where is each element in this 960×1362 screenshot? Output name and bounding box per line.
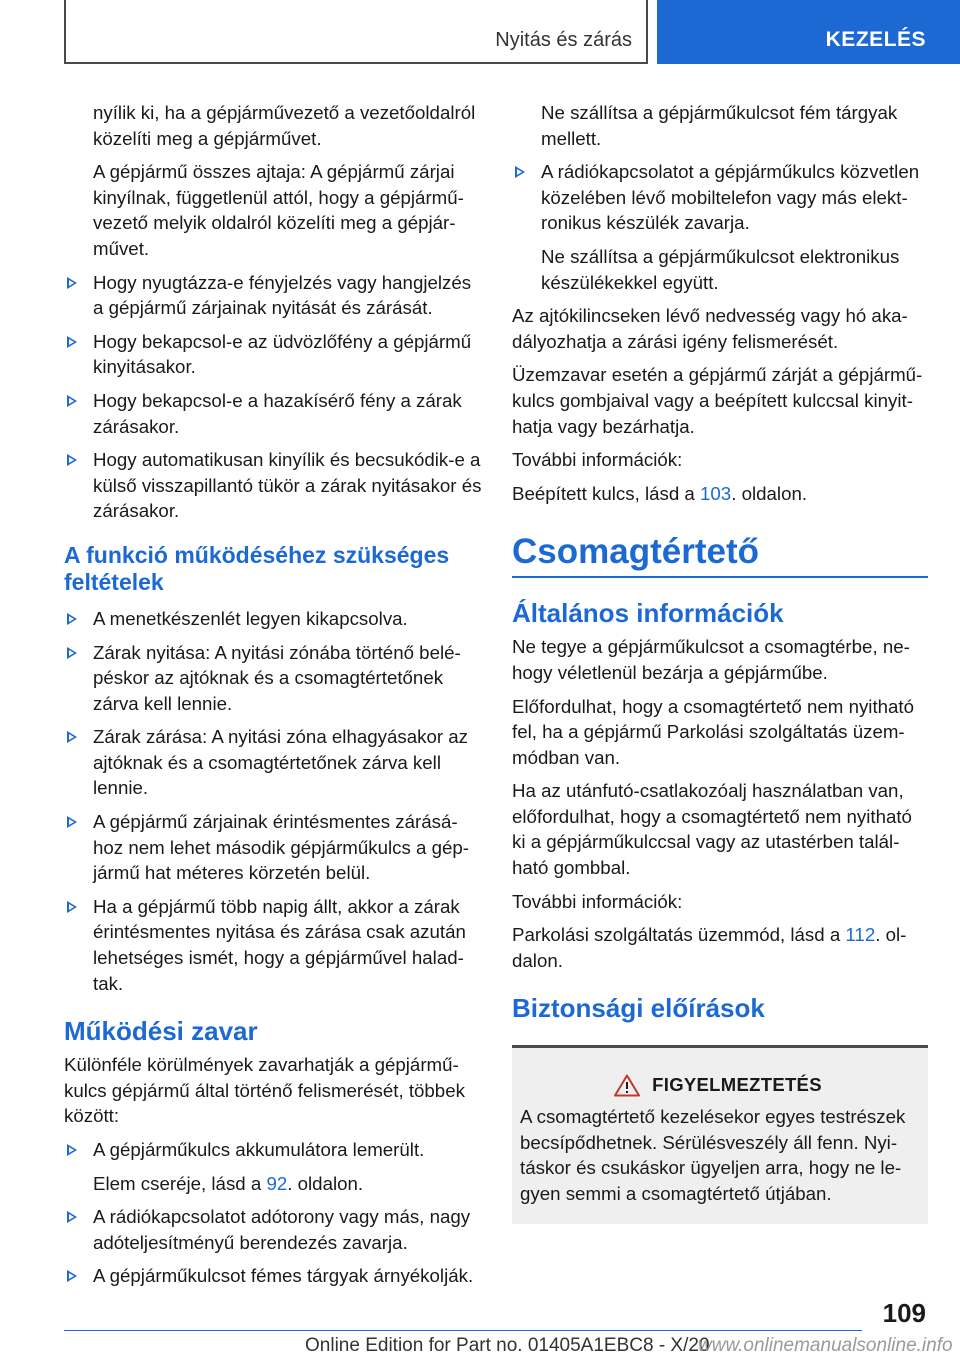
paragraph: A gépjármű összes ajtaja: A gépjármű zárjai kinyílnak, függetlenül attól, hogy a gépjármű-vezető melyik oldalról közelíti meg a gépjár-művet. [93, 161, 464, 259]
bullet-triangle-icon [67, 731, 77, 743]
bullet-triangle-icon [67, 395, 77, 407]
heading-safety: Biztonsági előírások [512, 993, 765, 1024]
chapter-tab[interactable] [657, 0, 960, 64]
paragraph: nyílik ki, ha a gépjárművezető a vezetőoldalról közelíti meg a gépjárművet. [93, 102, 476, 149]
bullet-triangle-icon [67, 1270, 77, 1282]
warning-title: FIGYELMEZTETÉS [652, 1074, 822, 1096]
bullet-triangle-icon [67, 816, 77, 828]
paragraph: Ha az utánfutó-csatlakozóalj használatban van, előfordulhat, hogy a csomagtértető nem nyitható ki a gépjárműkulccsal vagy az utastérben talál-ható gombbal. [512, 780, 912, 879]
heading-conditions: A funkció működéséhez szükséges feltételek [64, 541, 450, 595]
paragraph: Előfordulhat, hogy a csomagtértető nem nyitható fel, ha a gépjármű Parkolási szolgáltatás üzem-módban van. [512, 695, 915, 768]
heading-malfunction: Működési zavar [64, 1016, 258, 1047]
bullet-triangle-icon [67, 277, 77, 289]
paragraph: További információk: [512, 890, 683, 912]
list-item: A rádiókapcsolatot adótorony vagy más, nagy adóteljesítményű berendezés zavarja. [64, 1204, 484, 1255]
list-item: Hogy bekapcsol-e a hazakísérő fény a zárak zárásakor. [64, 388, 484, 439]
left-column [64, 100, 484, 1297]
list-item: Zárak zárása: A nyitási zóna elhagyásakor az ajtóknak és a csomagtértetőnek zárva kell lennie. [64, 724, 484, 801]
cross-reference: Parkolási szolgáltatás üzemmód, lásd a 112. ol-dalon. [512, 924, 907, 971]
warning-header [520, 1072, 916, 1098]
list-item: Ha a gépjármű több napig állt, akkor a zárak érintésmentes nyitása és zárása csak azután lehetséges ismét, hogy a gépjárművel halad-tak. [64, 894, 484, 996]
warning-text: A csomagtértető kezelésekor egyes testrészek becsípődhetnek. Sérülésveszély áll fenn. Nyi-táskor és csukáskor ügyeljen arra, hogy ne le-gyen semmi a csomagtértető útjában. [520, 1106, 906, 1204]
heading-trunk-lid: Csomagtértető [512, 532, 928, 578]
cross-reference: Beépített kulcs, lásd a 103. oldalon. [512, 482, 808, 504]
cross-reference: Elem cseréje, lásd a 92. oldalon. [93, 1172, 364, 1194]
header-frame [64, 0, 648, 64]
right-column [512, 100, 928, 1224]
bullet-triangle-icon [67, 454, 77, 466]
page-number: 109 [882, 1298, 926, 1328]
warning-box [512, 1045, 928, 1224]
warning-triangle-icon [614, 1074, 640, 1097]
bullet-triangle-icon [67, 901, 77, 913]
paragraph: Ne szállítsa a gépjárműkulcsot elektronikus készülékekkel együtt. [541, 245, 900, 293]
paragraph: Üzemzavar esetén a gépjármű zárját a gépjármű-kulcs gombjaival vagy a beépített kulccsal kinyit-hatja vagy bezárhatja. [512, 364, 923, 437]
bullet-triangle-icon [67, 1211, 77, 1223]
bullet-triangle-icon [67, 1144, 77, 1156]
heading-general-info: Általános információk [512, 598, 784, 629]
list-item: Hogy nyugtázza-e fényjelzés vagy hangjelzés a gépjármű zárjainak nyitását és zárását. [64, 270, 484, 321]
bullet-triangle-icon [515, 166, 525, 178]
list-item: A gépjárműkulcs akkumulátora lemerült. [64, 1137, 484, 1163]
list-item: A menetkészenlét legyen kikapcsolva. [64, 606, 484, 632]
edition-text: Online Edition for Part no. 01405A1EBC8 - X/20 [305, 1335, 710, 1356]
list-item: A gépjármű zárjainak érintésmentes zárásá-hoz nem lehet második gépjárműkulcs a gép-jármű hat méteres körzetén belül. [64, 809, 484, 886]
page-link-112[interactable]: 112 [845, 924, 876, 946]
bullet-triangle-icon [67, 647, 77, 659]
page-link-92[interactable]: 92 [266, 1172, 288, 1194]
footer-divider [64, 1330, 862, 1331]
page-link-103[interactable]: 103 [700, 482, 732, 504]
list-item: A rádiókapcsolatot a gépjárműkulcs közvetlen közelében lévő mobiltelefon vagy más elekt-ronikus készülék zavarja. [512, 159, 928, 236]
paragraph: Ne szállítsa a gépjárműkulcsot fém tárgyak mellett. [541, 102, 898, 149]
paragraph: Különféle körülmények zavarhatják a gépjármű-kulcs gépjármű által történő felismerését, többek között: [64, 1054, 465, 1127]
watermark: www.onlinemanualsonline.info [698, 1335, 953, 1356]
list-item: Hogy bekapcsol-e az üdvözlőfény a gépjármű kinyitásakor. [64, 329, 484, 380]
paragraph: Ne tegye a gépjárműkulcsot a csomagtérbe, ne-hogy véletlenül bezárja a gépjárműbe. [512, 636, 910, 683]
list-item: Hogy automatikusan kinyílik és becsukódik-e a külső visszapillantó tükör a zárak nyitásakor és zárásakor. [64, 447, 484, 524]
list-item: A gépjárműkulcsot fémes tárgyak árnyékolják. [64, 1263, 484, 1289]
bullet-triangle-icon [67, 336, 77, 348]
chapter-label: KEZELÉS [825, 28, 926, 51]
section-title: Nyitás és zárás [495, 29, 632, 51]
paragraph: Az ajtókilincseken lévő nedvesség vagy hó aka-dályozhatja a zárási igény felismerését. [512, 305, 908, 352]
bullet-triangle-icon [67, 613, 77, 625]
paragraph: További információk: [512, 449, 683, 471]
list-item: Zárak nyitása: A nyitási zónába történő belé-péskor az ajtóknak és a csomagtértetőnek zárva kell lennie. [64, 640, 484, 717]
